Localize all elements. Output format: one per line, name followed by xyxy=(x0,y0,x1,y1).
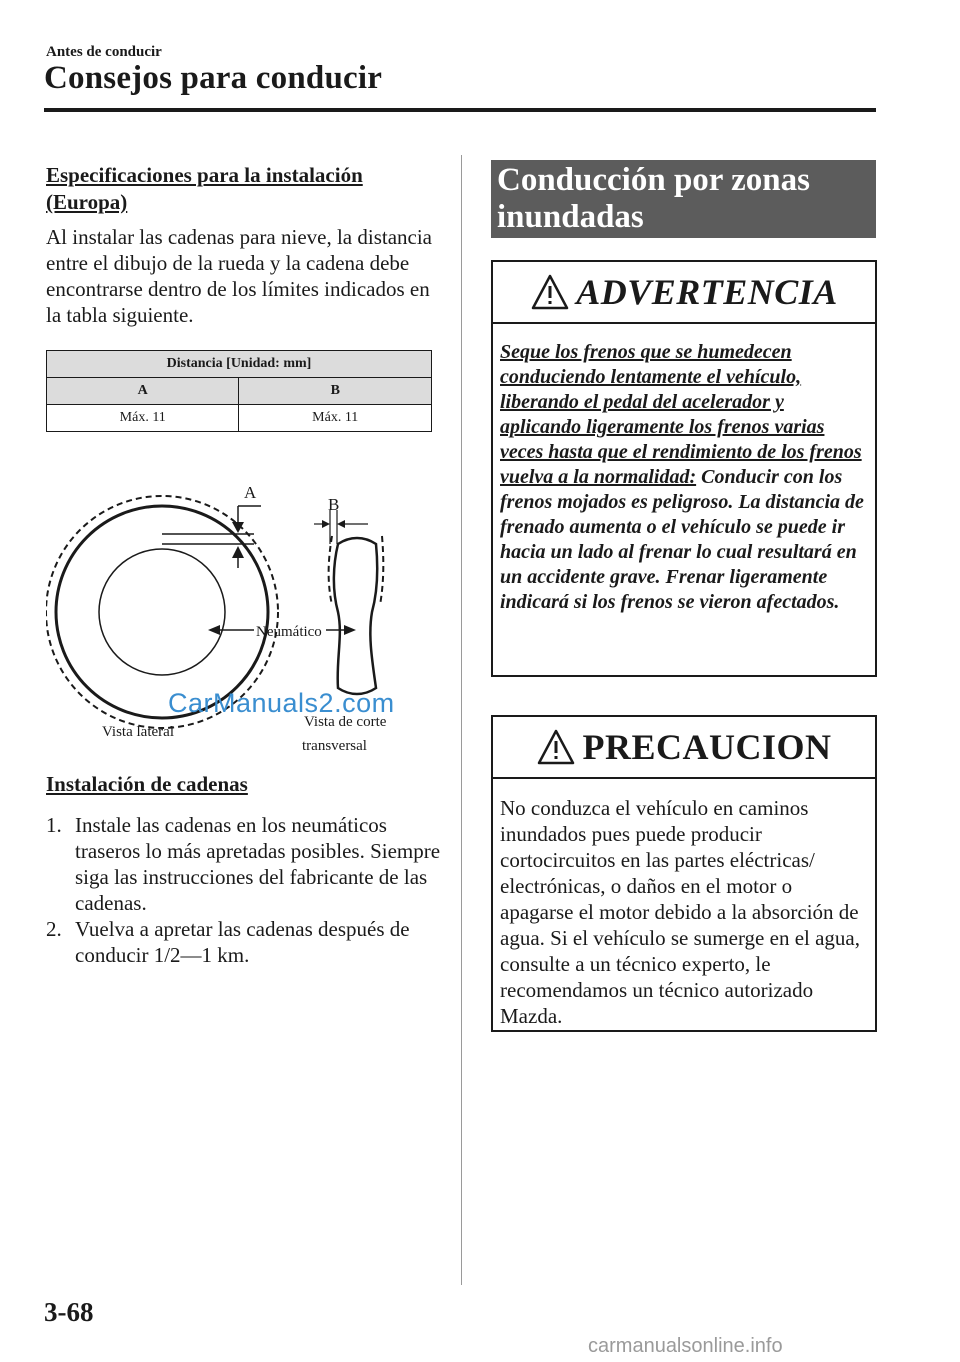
table-header-row xyxy=(47,378,432,405)
warning-instruction: Seque los frenos que se humedecen conduciendo lentamente el vehículo, liberando el pedal del acelerador y aplicando ligeramente los frenos varias veces hasta que el rendimiento de los frenos vuelva a la normalidad: xyxy=(500,341,862,488)
label-cross-section-2: transversal xyxy=(302,738,367,754)
caution-triangle-icon xyxy=(536,728,576,766)
warning-triangle-icon xyxy=(530,273,570,311)
warning-text xyxy=(493,324,875,615)
column-divider xyxy=(461,155,462,1285)
table-row xyxy=(47,405,432,432)
cross-section-drawing xyxy=(329,536,384,694)
distance-table xyxy=(46,350,432,432)
table-header-b: B xyxy=(239,378,432,405)
installation-steps xyxy=(46,812,446,968)
list-item xyxy=(46,916,446,968)
section-banner: Conducción por zonas inundadas xyxy=(491,160,876,238)
label-cross-section-1: Vista de corte xyxy=(304,714,387,730)
page-title: Consejos para conducir xyxy=(44,60,383,96)
table-caption-row xyxy=(47,351,432,378)
table-caption: Distancia [Unidad: mm] xyxy=(47,351,432,378)
warning-title: ADVERTENCIA xyxy=(576,272,838,312)
spec-heading: Especificaciones para la instalación (Europa) xyxy=(46,163,363,214)
caution-box xyxy=(491,715,877,1032)
step-number: 1. xyxy=(46,813,62,837)
spec-paragraph: Al instalar las cadenas para nieve, la distancia entre el dibujo de la rueda y la cadena debe encontrarse dentro de los límites indicados en la tabla siguiente. xyxy=(46,225,432,327)
label-b: B xyxy=(328,495,340,514)
step-text: Vuelva a apretar las cadenas después de conducir 1/2—1 km. xyxy=(75,917,410,967)
step-number: 2. xyxy=(46,917,62,941)
caution-text: No conduzca el vehículo en caminos inundados pues puede producir cortocircuitos en las partes eléctricas/ electrónicas, o daños en el motor o apagarse el motor debido a la absorción de agua. Si el vehículo se sumerge en el agua, consulte a un técnico experto, le recomendamos un técnico autorizado Mazda. xyxy=(500,796,860,1028)
dimension-a-marker xyxy=(162,506,261,568)
header-rule xyxy=(44,108,876,112)
warning-box xyxy=(491,260,877,677)
warning-header xyxy=(493,262,875,324)
table-cell-a: Máx. 11 xyxy=(47,405,239,432)
step-text: Instale las cadenas en los neumáticos traseros lo más apretadas posibles. Siempre siga las instrucciones del fabricante de las cadenas. xyxy=(75,813,441,915)
caution-title: PRECAUCION xyxy=(582,727,832,767)
list-item xyxy=(46,812,446,916)
label-tire: Neumático xyxy=(256,624,322,640)
table-cell-b: Máx. 11 xyxy=(239,405,432,432)
section-label: Antes de conducir xyxy=(46,44,162,60)
label-side-view: Vista lateral xyxy=(102,724,174,740)
warning-detail: Conducir con los frenos mojados es peligroso. La distancia de frenado aumenta o el vehículo se puede ir hacia un lado al frenar lo cual resultará en un accidente grave. Frenar ligeramente indicará si los frenos se vieron afectados. xyxy=(500,466,864,613)
footer-source-watermark: carmanualsonline.info xyxy=(588,1335,783,1357)
installation-heading: Instalación de cadenas xyxy=(46,772,248,796)
table-header-a: A xyxy=(47,378,239,405)
watermark: CarManuals2.com xyxy=(168,688,395,718)
page-number: 3-68 xyxy=(44,1297,94,1327)
caution-header xyxy=(493,717,875,779)
label-a: A xyxy=(244,483,257,502)
